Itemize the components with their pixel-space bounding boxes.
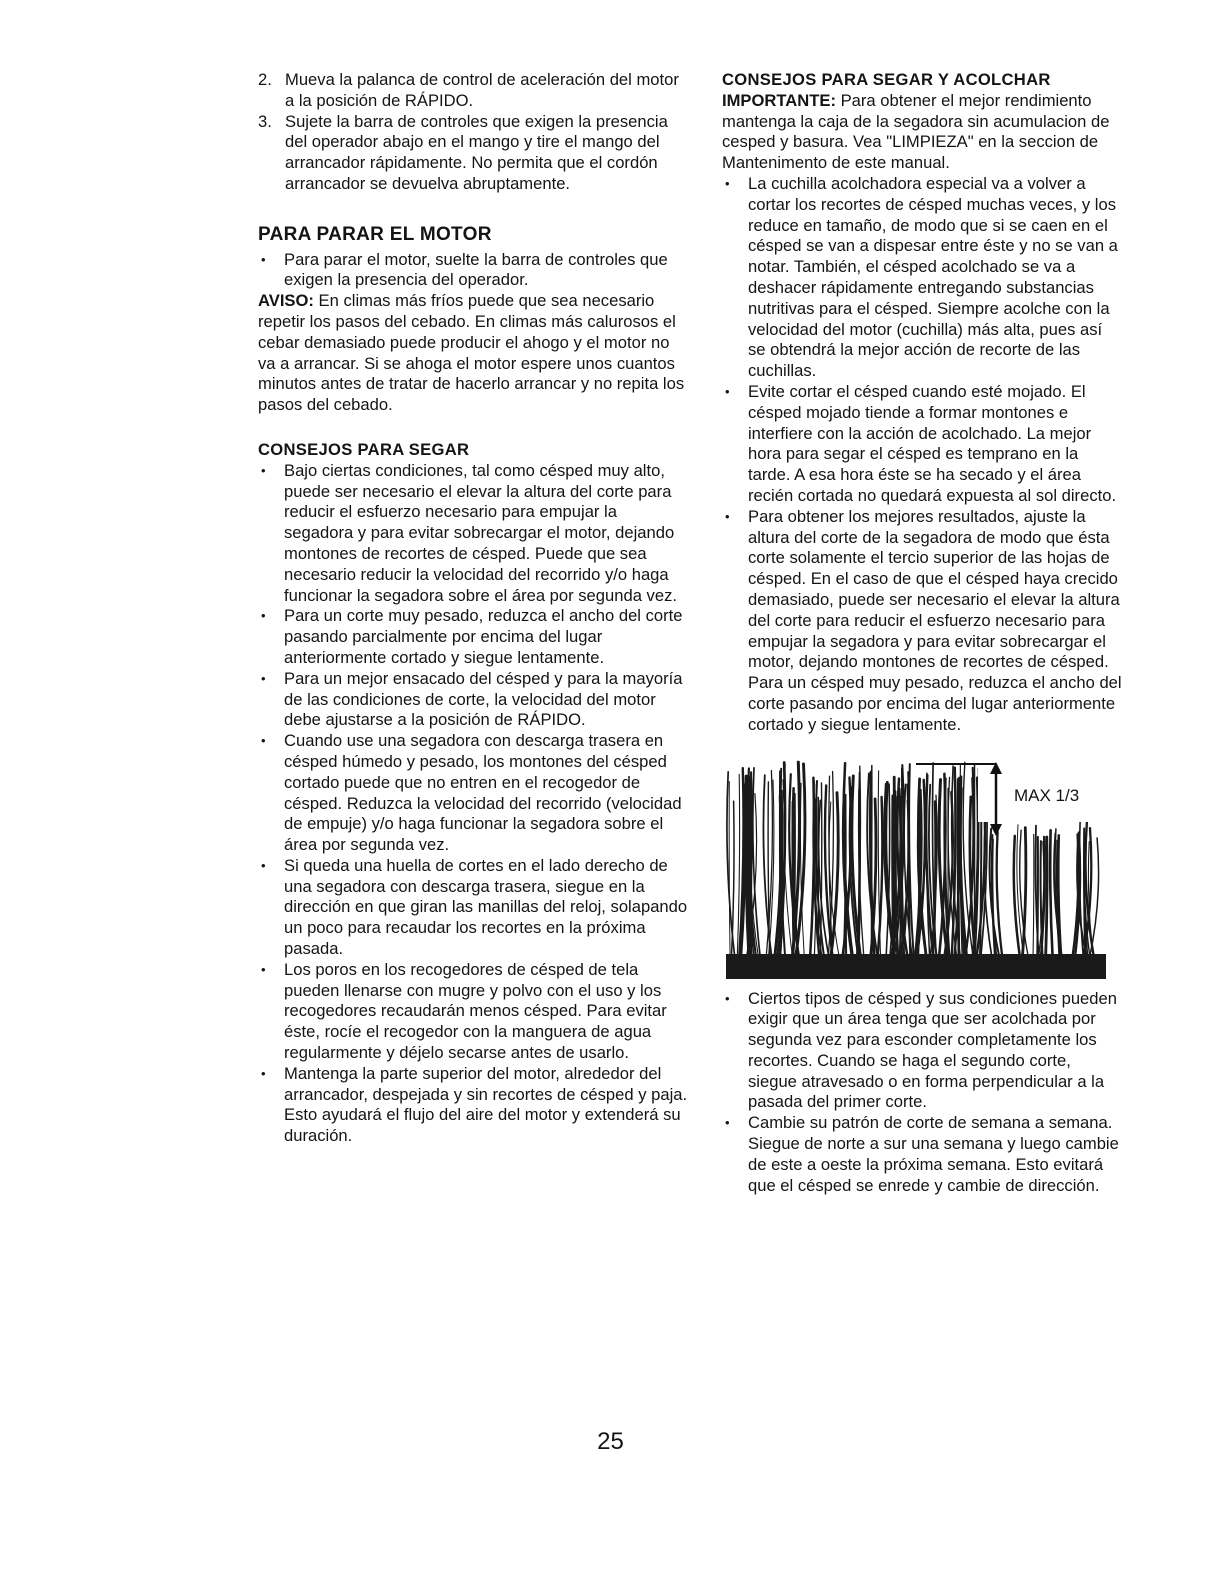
- list-item: [258, 250, 688, 292]
- list-item-text: Mantenga la parte superior del motor, alrededor del arrancador, despejada y sin recortes de césped y paja. Esto ayudará el flujo del aire del motor y extenderá su duración.: [284, 1063, 688, 1146]
- grass-blade: [729, 781, 730, 959]
- step-item: [258, 112, 688, 195]
- bullet-icon: •: [261, 251, 266, 267]
- step-number: 2.: [258, 70, 272, 89]
- list-item: [258, 856, 688, 960]
- grass-blade: [1050, 830, 1053, 959]
- step-text: Sujete la barra de controles que exigen la presencia del operador abajo en el mango y tire el mango del arrancador rápidamente. No permita que el cordón arrancador se devuelva abruptamente.: [285, 111, 668, 193]
- importante-text: Para obtener el mejor rendimiento mantenga la caja de la segadora sin acumulacion de cesped y basura. Vea "LIMPIEZA" en la seccion de Mantenimento de este manual.: [722, 90, 1110, 173]
- right-column: [722, 70, 1122, 1196]
- mulching-tips-list: [722, 174, 1122, 736]
- list-item-text: Para un corte muy pesado, reduzca el ancho del corte pasando parcialmente por encima del lugar anteriormente cortado y siegue lentamente.: [284, 606, 683, 667]
- step-text: Mueva la palanca de control de aceleración del motor a la posición de RÁPIDO.: [285, 70, 679, 110]
- list-item: [722, 174, 1122, 382]
- grass-blade: [1046, 837, 1047, 959]
- step-number: 3.: [258, 111, 272, 131]
- list-item: [258, 461, 688, 607]
- grass-blade: [997, 831, 1003, 958]
- list-item-text: Evite cortar el césped cuando esté mojado. El césped mojado tiende a formar montones e interfiere con la acción de acolchado. La mejor hora para segar el césped es temprano en la tarde. A esa hora éste se ha secado y el área recién cortada no quedará expuesta al sol directo.: [748, 381, 1117, 505]
- list-item: [722, 989, 1122, 1114]
- bullet-icon: •: [725, 383, 730, 399]
- mulching-tips-list-continued: [722, 989, 1122, 1197]
- list-item: [258, 960, 688, 1064]
- stop-engine-list: [258, 250, 688, 292]
- list-item-text: Cambie su patrón de corte de semana a semana. Siegue de norte a sur una semana y luego cambie de este a oeste la próxima semana. Esto evitará que el césped se enrede y cambie de dirección.: [748, 1113, 1119, 1195]
- mowing-tips-list: [258, 461, 688, 1147]
- grass-blade: [1041, 841, 1043, 959]
- list-item-text: Bajo ciertas condiciones, tal como césped muy alto, puede ser necesario el elevar la altura del corte para reducir el esfuerzo necesario para empujar la segadora y para evitar sobrecargar el motor, dejando montones de recortes de césped. Puede que sea necesario reducir la velocidad del recorrido y/o haga funcionar la segadora sobre el área por segunda vez.: [284, 460, 677, 605]
- grass-blade: [731, 801, 734, 959]
- list-item: [722, 1113, 1122, 1196]
- grass-blade: [737, 774, 739, 959]
- bullet-icon: •: [725, 1115, 730, 1131]
- aviso-label: AVISO:: [258, 291, 314, 311]
- left-column: [258, 70, 688, 1147]
- aviso-text: En climas más fríos puede que sea necesario repetir los pasos del cebado. En climas más calurosos el cebar demasiado puede producir el ahogo y el motor no va a arrancar. Si se ahoga el motor espere unos cuantos minutos antes de tratar de hacerlo arrancar y no repita los pasos del cebado.: [258, 291, 685, 415]
- list-item: [258, 606, 688, 668]
- bullet-icon: •: [261, 462, 266, 478]
- list-item-text: Ciertos tipos de césped y sus condiciones pueden exigir que un área tenga que ser acolchada por segunda vez para esconder completamente los recortes. Cuando se haga el segundo corte, siegue atravesado o en forma perpendicular a la pasada del primer corte.: [748, 988, 1117, 1112]
- aviso-paragraph: [258, 291, 688, 416]
- list-item-text: Los poros en los recogedores de césped de tela pueden llenarse con mugre y polvo con el uso y los recogedores recaudarán menos césped. Para evitar éste, rocíe el recogedor con la manguera de agua regularmente y déjelo secarse antes de usarlo.: [284, 959, 667, 1063]
- list-item-text: La cuchilla acolchadora especial va a volver a cortar los recortes de césped muchas veces, y los reduce en tamaño, de modo que si se caen en el césped se van a dispesar entre éste y no se van a notar. También, el césped acolchado se va a deshacer rápidamente entregando substancias nutritivas para el césped. Siempre acolche con la velocidad del motor (cuchilla) más alta, pues así se obtendrá la mejor acción de recorte de las cuchillas.: [748, 173, 1118, 381]
- bullet-icon: •: [261, 1065, 266, 1081]
- grass-cut-height-illustration: [726, 754, 1106, 979]
- bullet-icon: •: [725, 990, 730, 1006]
- page-number: 25: [597, 1428, 624, 1455]
- bullet-icon: •: [261, 961, 266, 977]
- start-steps-list: [258, 70, 688, 195]
- grass-blade: [992, 839, 995, 959]
- bullet-icon: •: [261, 670, 266, 686]
- list-item-text: Si queda una huella de cortes en el lado derecho de una segadora con descarga trasera, siegue en la dirección en que giran las manillas del reloj, solapando un poco para recaudar los recortes en la próxima pasada.: [284, 855, 688, 959]
- grass-blade: [958, 779, 959, 959]
- bullet-icon: •: [261, 608, 266, 624]
- step-item: [258, 70, 688, 112]
- list-item-text: Para obtener los mejores resultados, ajuste la altura del corte de la segadora de modo que ésta corte solamente el tercio superior de las hojas de césped. En el caso de que el césped haya crecido demasiado, puede ser necesario el elevar la altura del corte para reducir el esfuerzo necesario para empujar la segadora y para evitar sobrecargar el motor, dejando montones de recortes de césped. Para un césped muy pesado, reduzca el ancho del corte pasando por encima del lugar anteriormente cortado y siegue lentamente.: [748, 506, 1122, 734]
- stop-engine-heading: PARA PARAR EL MOTOR: [258, 223, 492, 245]
- list-item: [258, 731, 688, 856]
- grass-blade: [1037, 836, 1038, 958]
- bullet-icon: •: [261, 857, 266, 873]
- importante-label: IMPORTANTE:: [722, 90, 836, 110]
- list-item: [722, 507, 1122, 736]
- list-item: [258, 1064, 688, 1147]
- bullet-icon: •: [725, 508, 730, 524]
- list-item-text: Para un mejor ensacado del césped y para la mayoría de las condiciones de corte, la velocidad del motor debe ajustarse a la posición de RÁPIDO.: [284, 668, 683, 730]
- importante-paragraph: [722, 91, 1122, 174]
- list-item: [258, 669, 688, 731]
- mowing-tips-heading: CONSEJOS PARA SEGAR: [258, 439, 470, 459]
- grass-blade: [1033, 834, 1034, 959]
- bullet-icon: •: [261, 733, 266, 749]
- bullet-icon: •: [725, 175, 730, 191]
- list-item-text: Cuando use una segadora con descarga trasera en césped húmedo y pesado, los montones del césped cortado puede que no entren en el recogedor de césped. Reduzca la velocidad del recorrido (velocidad de empuje) y/o haga funcionar la segadora sobre el área por segunda vez.: [284, 731, 682, 855]
- list-item-text: Para parar el motor, suelte la barra de controles que exigen la presencia del operador.: [284, 249, 668, 290]
- mulching-tips-heading: CONSEJOS PARA SEGAR Y ACOLCHAR: [722, 70, 1051, 89]
- list-item: [722, 382, 1122, 507]
- max-cut-label: MAX 1/3: [1014, 785, 1080, 805]
